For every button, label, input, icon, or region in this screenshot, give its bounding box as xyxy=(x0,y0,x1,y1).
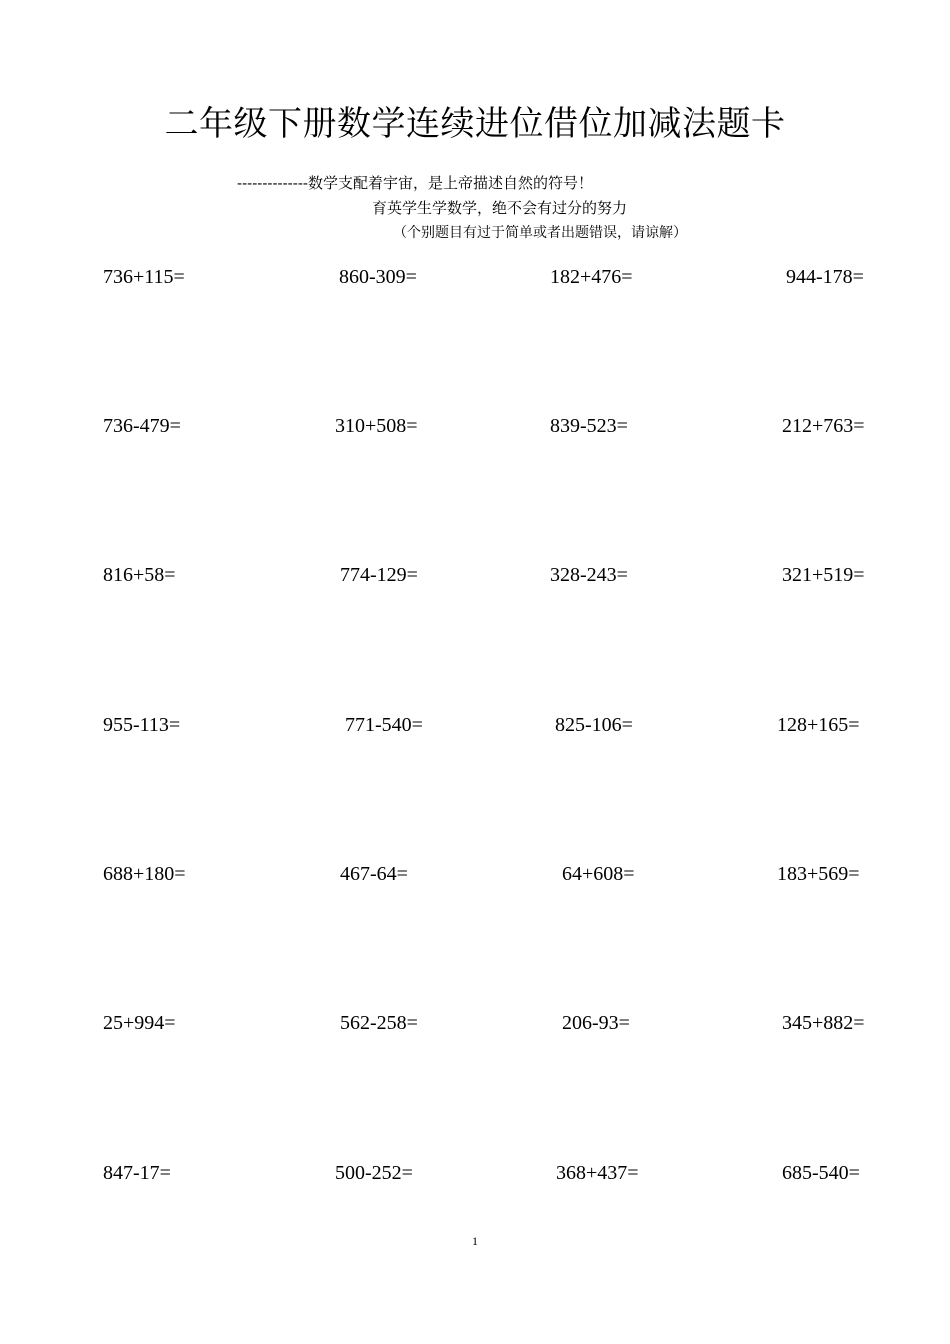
problem: 736+115= xyxy=(103,266,185,288)
problem: 212+763= xyxy=(782,415,865,437)
problem: 944-178= xyxy=(786,266,864,288)
problem: 562-258= xyxy=(340,1012,418,1034)
problem: 816+58= xyxy=(103,564,176,586)
problem: 736-479= xyxy=(103,415,181,437)
motto-line-1: --------------数学支配着宇宙，是上帝描述自然的符号！ xyxy=(237,174,593,192)
page-number: 1 xyxy=(472,1234,478,1248)
problem: 128+165= xyxy=(777,714,860,736)
problem: 839-523= xyxy=(550,415,628,437)
problem: 955-113= xyxy=(103,714,181,736)
problem: 64+608= xyxy=(562,863,635,885)
problem: 825-106= xyxy=(555,714,633,736)
problem: 321+519= xyxy=(782,564,865,586)
problem: 310+508= xyxy=(335,415,418,437)
problem: 688+180= xyxy=(103,863,186,885)
problem: 467-64= xyxy=(340,863,408,885)
problem: 847-17= xyxy=(103,1162,171,1184)
problem: 182+476= xyxy=(550,266,633,288)
problem: 183+569= xyxy=(777,863,860,885)
problem: 860-309= xyxy=(339,266,417,288)
problem: 368+437= xyxy=(556,1162,639,1184)
problem: 206-93= xyxy=(562,1012,630,1034)
problem: 685-540= xyxy=(782,1162,860,1184)
problem: 328-243= xyxy=(550,564,628,586)
problem: 774-129= xyxy=(340,564,418,586)
problem: 771-540= xyxy=(345,714,423,736)
problem: 500-252= xyxy=(335,1162,413,1184)
page-title: 二年级下册数学连续进位借位加减法题卡 xyxy=(164,104,786,144)
motto-line-2: 育英学生学数学，绝不会有过分的努力 xyxy=(372,199,628,217)
problem: 345+882= xyxy=(782,1012,865,1034)
motto-line-3: （个别题目有过于简单或者出题错误，请谅解） xyxy=(393,225,687,241)
problem: 25+994= xyxy=(103,1012,176,1034)
